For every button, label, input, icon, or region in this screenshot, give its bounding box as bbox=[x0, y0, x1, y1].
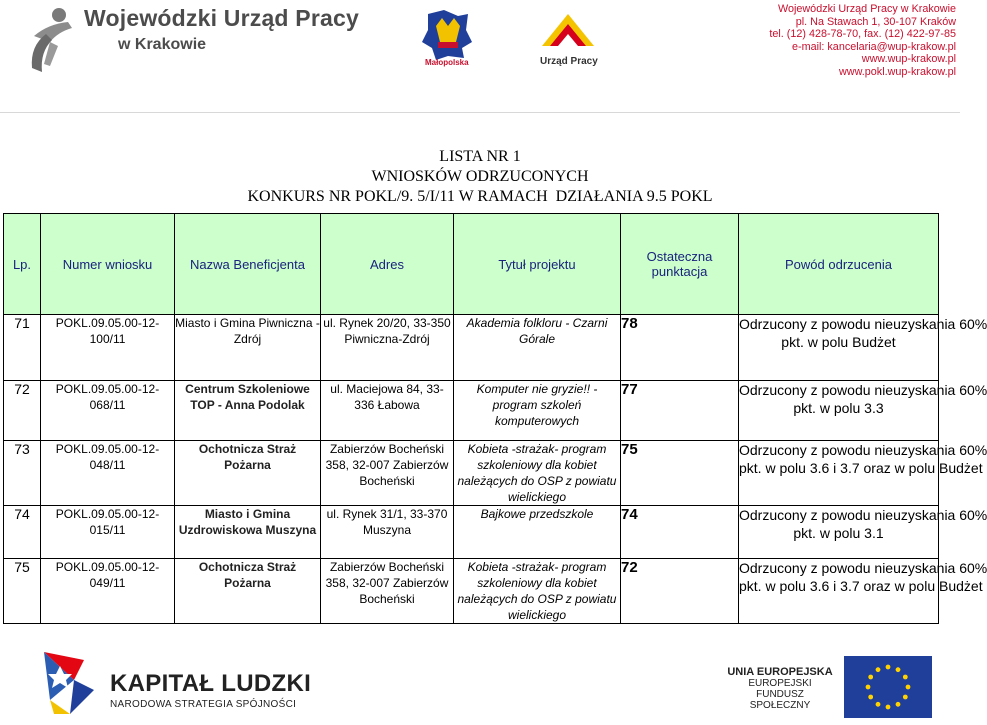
table-row bbox=[4, 381, 939, 441]
cell-punktacja: 77 bbox=[621, 381, 739, 441]
eu-star-icon bbox=[903, 695, 908, 700]
eu-star-icon bbox=[886, 705, 891, 710]
cell-lp: 73 bbox=[4, 441, 41, 506]
cell-lp: 74 bbox=[4, 506, 41, 559]
reason-line: Odrzucony z powodu nieuzyskania 60% bbox=[739, 560, 987, 576]
header-divider bbox=[0, 112, 960, 113]
col-header-powod: Powód odrzucenia bbox=[739, 214, 939, 315]
eu-star-icon bbox=[866, 685, 871, 690]
contact-website-pokl[interactable]: www.pokl.wup-krakow.pl bbox=[838, 65, 956, 78]
wup-logo-icon bbox=[28, 6, 78, 74]
eu-line-3: FUNDUSZ SPOŁECZNY bbox=[749, 689, 811, 711]
cell-lp: 75 bbox=[4, 559, 41, 624]
cell-numer: POKL.09.05.00-12-048/11 bbox=[41, 441, 175, 506]
col-header-adres: Adres bbox=[321, 214, 454, 315]
kapital-ludzki-title: KAPITAŁ LUDZKI bbox=[110, 670, 312, 697]
footer-logos bbox=[0, 640, 960, 725]
table-row bbox=[4, 506, 939, 559]
cell-nazwa: Miasto i Gmina Uzdrowiskowa Muszyna bbox=[175, 506, 321, 559]
table-header-row bbox=[4, 214, 939, 315]
cell-adres: Zabierzów Bocheński 358, 32-007 Zabierzów Bocheński bbox=[321, 441, 454, 506]
reason-line: pkt. w polu 3.3 bbox=[793, 400, 884, 416]
contact-org: Wojewódzki Urząd Pracy w Krakowie bbox=[777, 3, 956, 15]
title-line-2: WNIOSKÓW ODRZUCONYCH bbox=[371, 168, 589, 185]
cell-powod bbox=[739, 315, 987, 381]
letterhead bbox=[0, 0, 960, 88]
reason-line: pkt. w polu 3.1 bbox=[793, 525, 884, 541]
cell-numer: POKL.09.05.00-12-068/11 bbox=[41, 381, 175, 441]
org-subtitle: w Krakowie bbox=[118, 36, 207, 53]
eu-star-icon bbox=[868, 695, 873, 700]
cell-numer: POKL.09.05.00-12-049/11 bbox=[41, 559, 175, 624]
cell-powod bbox=[739, 506, 987, 559]
reason-line: Odrzucony z powodu nieuzyskania 60% bbox=[739, 442, 987, 458]
title-line-1: LISTA NR 1 bbox=[439, 148, 521, 165]
cell-lp: 71 bbox=[4, 315, 41, 381]
cell-adres: ul. Rynek 20/20, 33-350 Piwniczna-Zdrój bbox=[321, 315, 454, 381]
cell-punktacja: 75 bbox=[621, 441, 739, 506]
eu-star-icon bbox=[876, 667, 881, 672]
contact-address: pl. Na Stawach 1, 30-107 Kraków bbox=[795, 15, 956, 28]
contact-email[interactable]: e-mail: kancelaria@wup-krakow.pl bbox=[792, 40, 956, 53]
eu-star-icon bbox=[903, 675, 908, 680]
cell-punktacja: 74 bbox=[621, 506, 739, 559]
reason-line: Odrzucony z powodu nieuzyskania 60% bbox=[739, 507, 987, 523]
urzad-pracy-label: Urząd Pracy bbox=[540, 56, 598, 67]
malopolska-label: Małopolska bbox=[425, 58, 469, 67]
cell-nazwa: Ochotnicza Straż Pożarna bbox=[175, 559, 321, 624]
table-row bbox=[4, 441, 939, 506]
cell-adres: ul. Maciejowa 84, 33-336 Łabowa bbox=[321, 381, 454, 441]
cell-lp: 72 bbox=[4, 381, 41, 441]
org-title: Wojewódzki Urząd Pracy bbox=[84, 5, 359, 31]
cell-powod bbox=[739, 381, 987, 441]
cell-powod bbox=[739, 559, 987, 624]
table-row bbox=[4, 559, 939, 624]
cell-nazwa: Miasto i Gmina Piwniczna -Zdrój bbox=[175, 315, 321, 381]
reason-line: Odrzucony z powodu nieuzyskania 60% bbox=[739, 382, 987, 398]
reason-line: pkt. w polu 3.6 i 3.7 oraz w polu Budżet bbox=[739, 578, 983, 594]
eu-fund-text bbox=[726, 666, 834, 711]
eu-star-icon bbox=[886, 665, 891, 670]
col-header-tytul: Tytuł projektu bbox=[454, 214, 621, 315]
cell-nazwa: Ochotnicza Straż Pożarna bbox=[175, 441, 321, 506]
cell-tytul: Kobieta -strażak- program szkoleniowy dla kobiet należących do OSP z powiatu wielickiego bbox=[454, 441, 621, 506]
eu-star-icon bbox=[876, 702, 881, 707]
eu-line-2: EUROPEJSKI bbox=[748, 678, 812, 689]
cell-numer: POKL.09.05.00-12-015/11 bbox=[41, 506, 175, 559]
table-row bbox=[4, 315, 939, 381]
reason-line: Odrzucony z powodu nieuzyskania 60% bbox=[739, 316, 987, 332]
cell-tytul: Kobieta -strażak- program szkoleniowy dla kobiet należących do OSP z powiatu wielickiego bbox=[454, 559, 621, 624]
col-header-nazwa: Nazwa Beneficjenta bbox=[175, 214, 321, 315]
eu-star-icon bbox=[896, 702, 901, 707]
eu-star-icon bbox=[906, 685, 911, 690]
cell-tytul: Bajkowe przedszkole bbox=[454, 506, 621, 559]
contact-website[interactable]: www.wup-krakow.pl bbox=[861, 53, 956, 66]
cell-punktacja: 72 bbox=[621, 559, 739, 624]
cell-powod bbox=[739, 441, 987, 506]
title-line-3: KONKURS NR POKL/9. 5/I/11 W RAMACH DZIAŁANIA 9.5 POKL bbox=[247, 188, 713, 205]
reason-line: pkt. w polu 3.6 i 3.7 oraz w polu Budżet bbox=[739, 460, 983, 476]
eu-line-1: UNIA EUROPEJSKA bbox=[727, 666, 833, 678]
kapital-ludzki-subtitle: NARODOWA STRATEGIA SPÓJNOŚCI bbox=[110, 699, 297, 710]
eu-star-icon bbox=[896, 667, 901, 672]
col-header-numer: Numer wniosku bbox=[41, 214, 175, 315]
cell-tytul: Akademia folkloru - Czarni Górale bbox=[454, 315, 621, 381]
reason-line: pkt. w polu Budżet bbox=[781, 334, 896, 350]
cell-nazwa: Centrum Szkoleniowe TOP - Anna Podolak bbox=[175, 381, 321, 441]
cell-adres: Zabierzów Bocheński 358, 32-007 Zabierzów Bocheński bbox=[321, 559, 454, 624]
col-header-lp: Lp. bbox=[4, 214, 41, 315]
col-header-punktacja: Ostateczna punktacja bbox=[621, 214, 739, 315]
contact-block bbox=[769, 3, 956, 79]
cell-punktacja: 78 bbox=[621, 315, 739, 381]
cell-numer: POKL.09.05.00-12-100/11 bbox=[41, 315, 175, 381]
cell-adres: ul. Rynek 31/1, 33-370 Muszyna bbox=[321, 506, 454, 559]
document-title bbox=[0, 147, 960, 207]
eu-star-icon bbox=[868, 675, 873, 680]
rejected-applications-table bbox=[3, 213, 987, 624]
eu-flag-icon bbox=[844, 656, 932, 718]
cell-tytul: Komputer nie gryzie!! - program szkoleń komputerowych bbox=[454, 381, 621, 441]
kapital-ludzki-logo-icon bbox=[40, 650, 98, 716]
contact-phone: tel. (12) 428-78-70, fax. (12) 422-97-85 bbox=[769, 28, 956, 41]
